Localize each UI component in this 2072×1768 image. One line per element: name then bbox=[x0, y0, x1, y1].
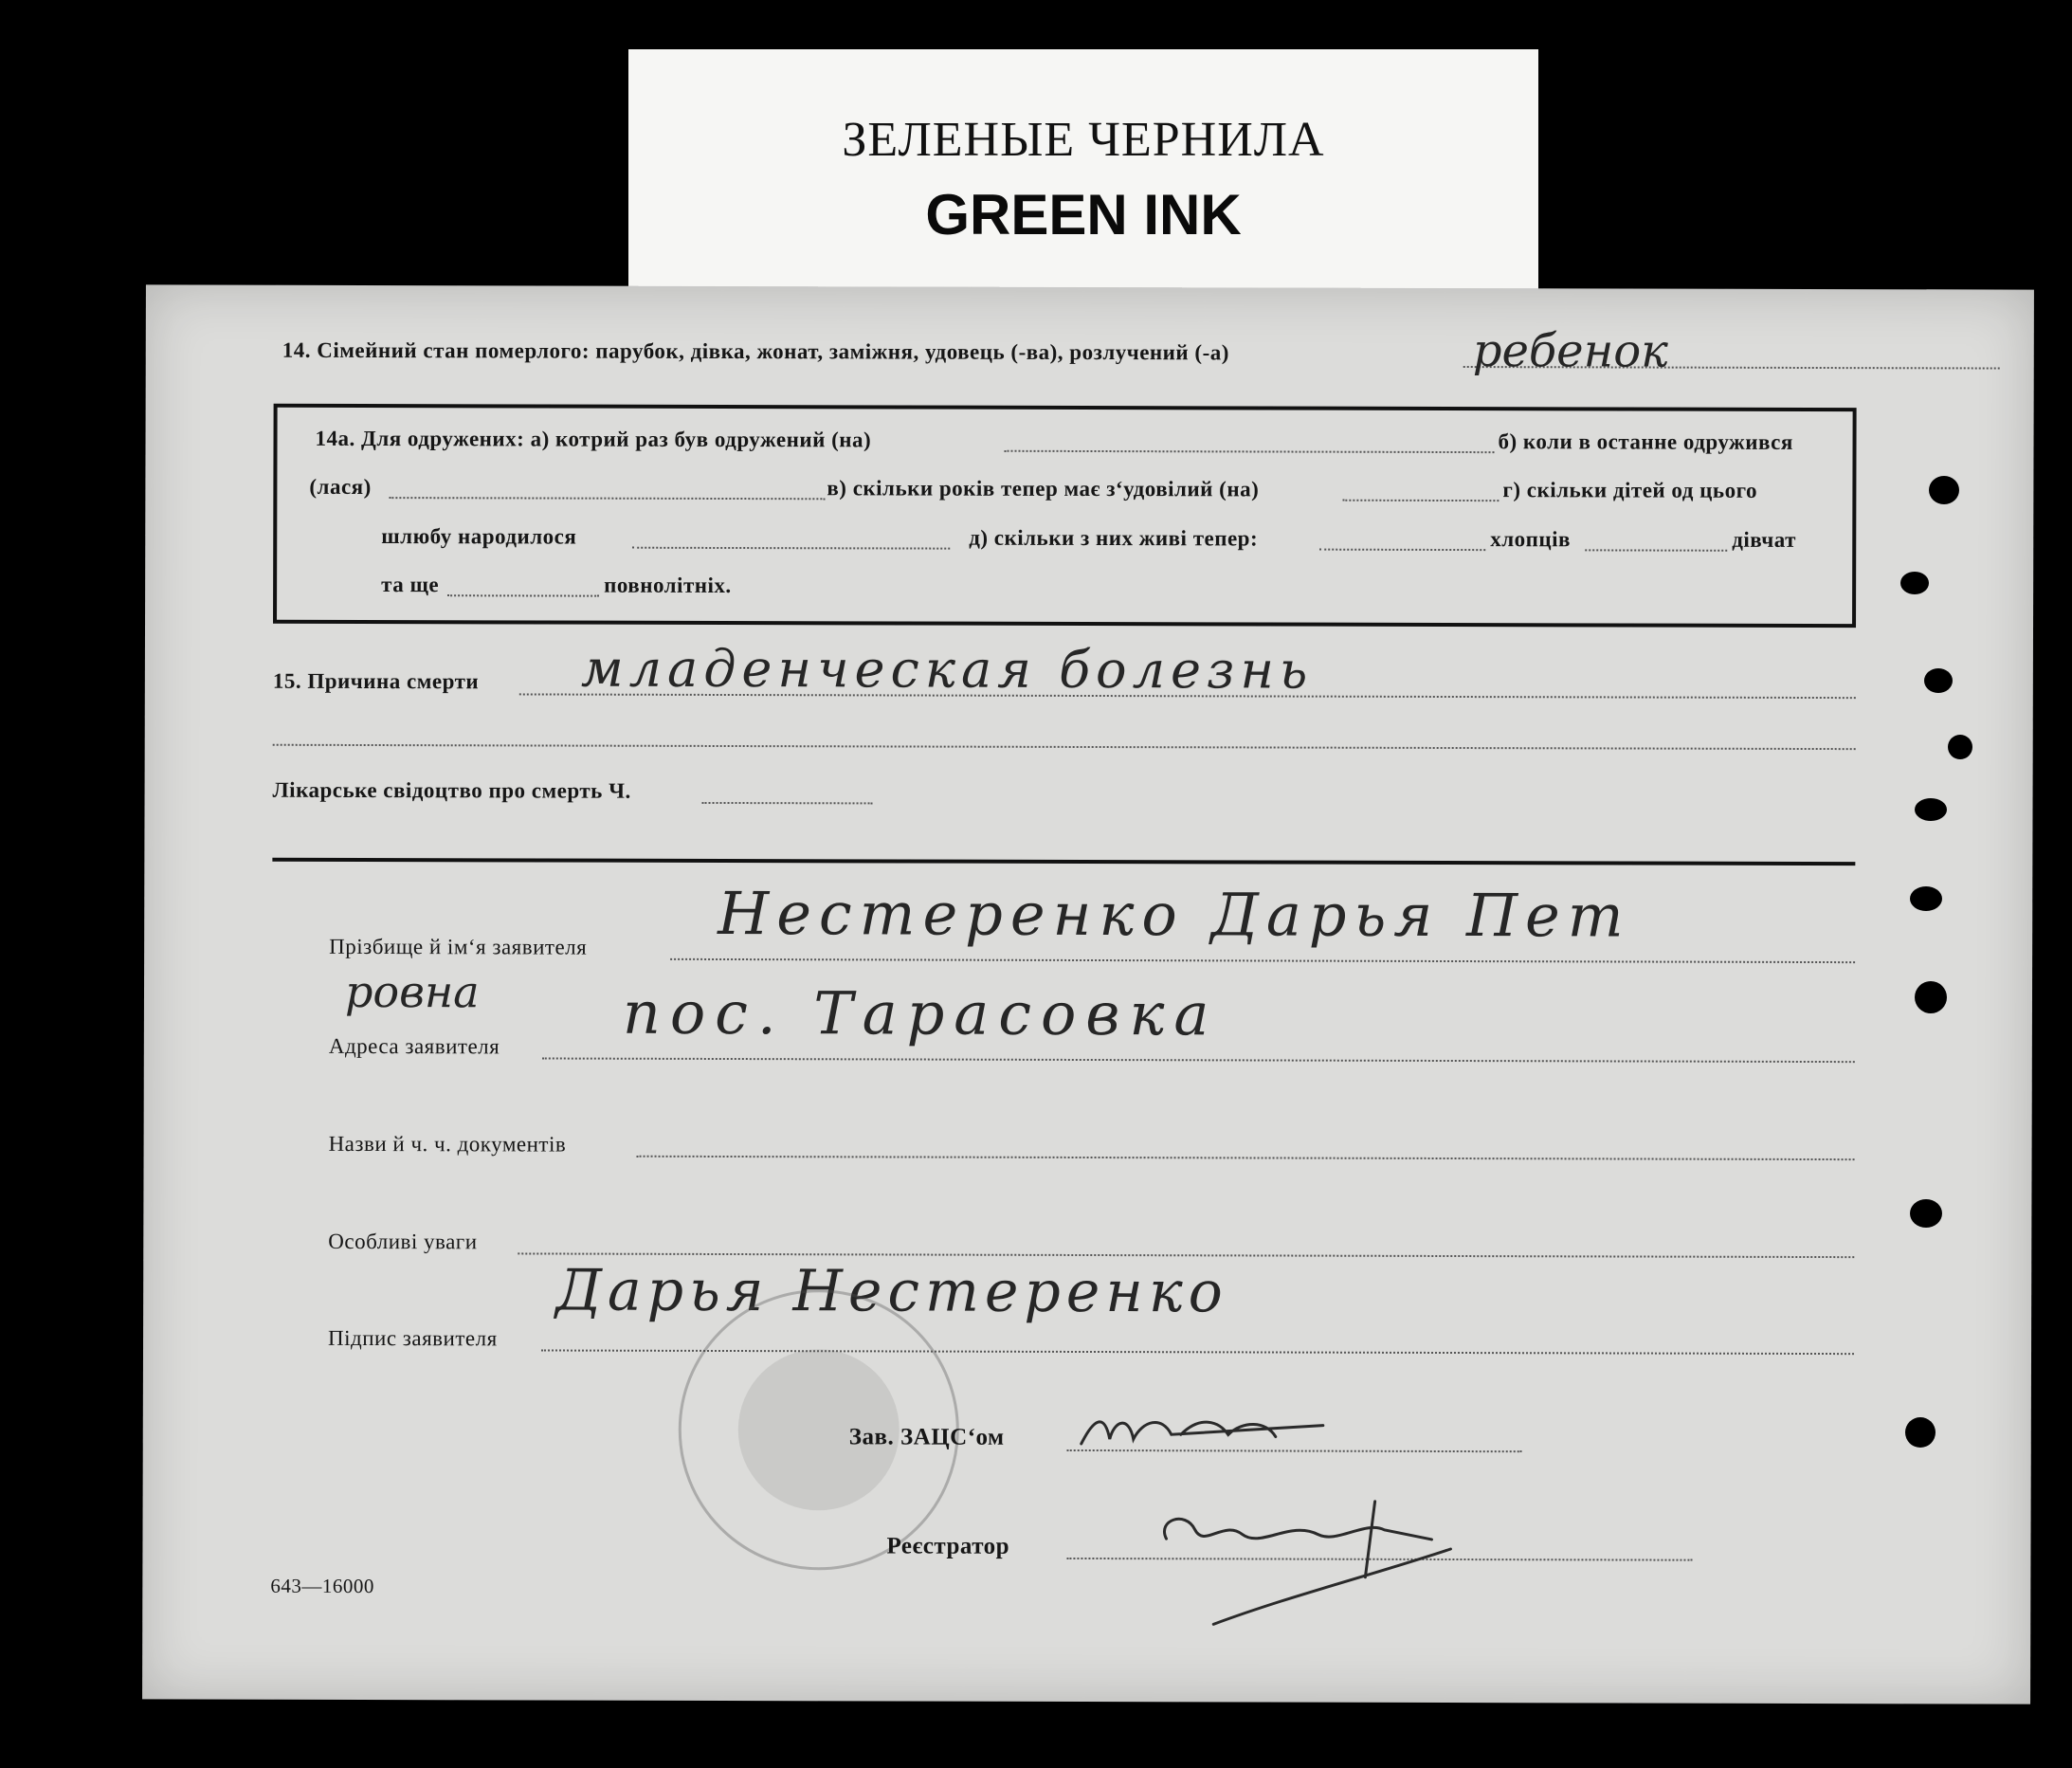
applicant-name-value-1: Нестеренко Дарья Пет bbox=[718, 878, 1631, 951]
label-russian: ЗЕЛЕНЫЕ ЧЕРНИЛА bbox=[842, 113, 1325, 167]
applicant-signature: Дарья Нестеренко bbox=[555, 1257, 1228, 1326]
section-14a-line1-a: 14а. Для одружених: а) котрий раз був одружений (на) bbox=[315, 426, 872, 452]
applicant-name-line bbox=[670, 958, 1855, 963]
medical-certificate-line bbox=[702, 802, 873, 804]
medical-certificate-label: Лікарське свідоцтво про смерть Ч. bbox=[272, 777, 631, 803]
applicant-address-value: пос. Тарасовка bbox=[622, 977, 1219, 1049]
punch-hole bbox=[1915, 798, 1947, 821]
section-14a-married-times-line bbox=[1004, 450, 1494, 453]
applicant-name-label: Прізбище й ім‘я заявителя bbox=[329, 934, 588, 959]
applicant-name-value-2: ровна bbox=[344, 965, 480, 1018]
punch-hole bbox=[1948, 735, 1972, 759]
section-14-label: 14. Сімейний стан померлого: парубок, дівка, жонат, заміжня, удовець (-ва), розлучений (-а) bbox=[282, 337, 1229, 365]
label-english: GREEN INK bbox=[925, 183, 1242, 246]
section-14a-line2-b: в) скільки років тепер має з‘удовілий (на) bbox=[827, 476, 1260, 501]
head-signature bbox=[1077, 1396, 1361, 1464]
section-14a-box bbox=[273, 404, 1857, 628]
section-divider bbox=[272, 858, 1855, 866]
section-14a-line4-b: повнолітніх. bbox=[604, 573, 732, 598]
section-14-answer: ребенок bbox=[1472, 324, 1668, 378]
section-14a-line3-a: шлюбу народилося bbox=[381, 524, 577, 549]
section-14a-line3-b: д) скільки з них живі тепер: bbox=[969, 525, 1259, 551]
notes-label: Особливі уваги bbox=[328, 1229, 478, 1254]
form-sheet bbox=[142, 284, 2034, 1704]
registrar-label: Реєстратор bbox=[886, 1533, 1010, 1559]
section-15-extra-line bbox=[273, 744, 1856, 750]
punch-hole bbox=[1910, 886, 1942, 911]
section-14a-line1-b: б) коли в останне одружився bbox=[1498, 429, 1793, 454]
section-14a-girls-line bbox=[1585, 549, 1727, 551]
ink-color-label bbox=[628, 49, 1538, 298]
section-14a-line3-c: хлопців bbox=[1490, 527, 1572, 552]
section-14a-line3-d: дівчат bbox=[1732, 527, 1797, 552]
punch-hole bbox=[1924, 668, 1953, 693]
section-15-answer: младенческая болезнь bbox=[580, 638, 1314, 701]
documents-line bbox=[637, 1156, 1855, 1160]
applicant-address-line bbox=[542, 1057, 1855, 1063]
documents-label: Назви й ч. ч. документів bbox=[328, 1131, 567, 1157]
registrar-signature bbox=[1147, 1482, 1469, 1634]
section-14a-children-born-line bbox=[632, 547, 950, 550]
applicant-address-label: Адреса заявителя bbox=[328, 1033, 500, 1059]
punch-hole bbox=[1910, 1199, 1942, 1228]
section-14a-line2-a: (лася) bbox=[309, 474, 372, 500]
punch-hole bbox=[1905, 1417, 1936, 1448]
punch-hole bbox=[1915, 981, 1947, 1013]
head-label: Зав. ЗАЦС‘ом bbox=[848, 1424, 1005, 1450]
form-code: 643—16000 bbox=[270, 1574, 374, 1598]
section-14a-boys-line bbox=[1319, 549, 1485, 551]
punch-hole bbox=[1900, 572, 1929, 594]
section-14a-widowed-years-line bbox=[1342, 500, 1499, 501]
punch-hole bbox=[1929, 476, 1959, 504]
signature-label: Підпис заявителя bbox=[328, 1325, 498, 1351]
section-14a-adults-line bbox=[447, 594, 599, 596]
section-14a-last-married-line bbox=[389, 497, 825, 500]
section-14a-line4-a: та ще bbox=[381, 573, 440, 597]
section-14a-line2-c: г) скільки дітей од цього bbox=[1502, 478, 1758, 502]
section-15-label: 15. Причина смерти bbox=[272, 668, 480, 694]
